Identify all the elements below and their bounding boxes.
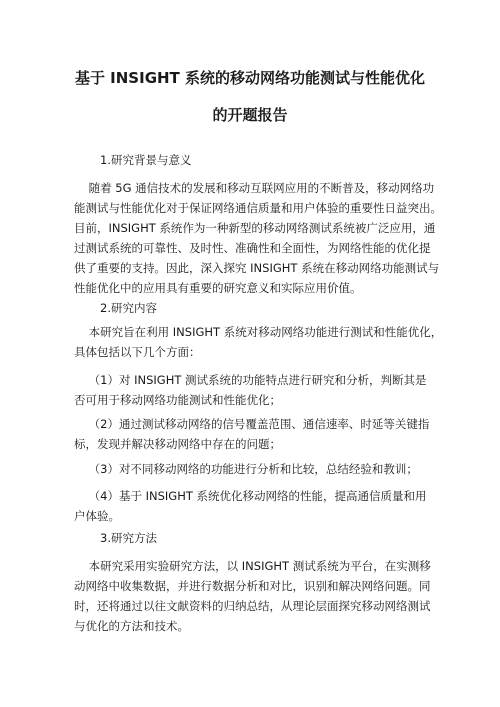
paragraph-line: 本研究旨在利用 INSIGHT 系统对移动网络功能进行测试和性能优化， <box>74 325 443 339</box>
paragraph-line: （2）通过测试移动网络的信号覆盖范围、通信速率、时延等关键指 <box>74 417 430 431</box>
list-item-1 <box>74 370 430 410</box>
section-3-heading: 3.研究方法 <box>100 531 157 545</box>
paragraph-line: （3）对不同移动网络的功能进行分析和比较，总结经验和教训； <box>74 462 418 476</box>
paragraph-line: 否可用于移动网络功能测试和性能优化； <box>74 393 281 407</box>
paragraph-line: （1）对 INSIGHT 测试系统的功能特点进行研究和分析，判断其是 <box>74 373 427 387</box>
paragraph-line: 随着 5G 通信技术的发展和移动互联网应用的不断普及，移动网络功 <box>74 181 435 195</box>
section-1-heading: 1.研究背景与意义 <box>100 153 192 167</box>
section-2-paragraph <box>74 322 443 362</box>
paragraph-line: 目前，INSIGHT 系统作为一种新型的移动网络测试系统被广泛应用，通 <box>74 221 436 235</box>
section-2-heading: 2.研究内容 <box>100 301 157 315</box>
paragraph-line: （4）基于 INSIGHT 系统优化移动网络的性能，提高通信质量和用 <box>74 489 427 503</box>
document-title-line-2: 的开题报告 <box>212 106 288 124</box>
section-1-paragraph <box>74 178 442 298</box>
paragraph-line: 动网络中收集数据，并进行数据分析和对比，识别和解决网络问题。同 <box>74 579 431 593</box>
section-3-paragraph <box>74 556 430 636</box>
document-title-line-1: 基于 INSIGHT 系统的移动网络功能测试与性能优化 <box>74 69 426 87</box>
paragraph-line: 本研究采用实验研究方法，以 INSIGHT 测试系统为平台，在实测移 <box>74 559 431 573</box>
paragraph-line: 时，还将通过以往文献资料的归纳总结，从理论层面探究移动网络测试 <box>74 599 431 613</box>
list-item-2 <box>74 414 430 454</box>
paragraph-line: 性能优化中的应用具有重要的研究意义和实际应用价值。 <box>74 281 362 295</box>
list-item-3 <box>74 459 430 479</box>
paragraph-line: 与优化的方法和技术。 <box>74 619 189 633</box>
paragraph-line: 能测试与性能优化对于保证网络通信质量和用户体验的重要性日益突出。 <box>74 201 442 215</box>
list-item-4 <box>74 486 430 526</box>
paragraph-line: 过测试系统的可靠性、及时性、准确性和全面性，为网络性能的优化提 <box>74 241 431 255</box>
paragraph-line: 供了重要的支持。因此，深入探究 INSIGHT 系统在移动网络功能测试与 <box>74 261 440 275</box>
paragraph-line: 具体包括以下几个方面： <box>74 345 201 359</box>
paragraph-line: 户体验。 <box>74 509 120 523</box>
paragraph-line: 标，发现并解决移动网络中存在的问题； <box>74 437 281 451</box>
